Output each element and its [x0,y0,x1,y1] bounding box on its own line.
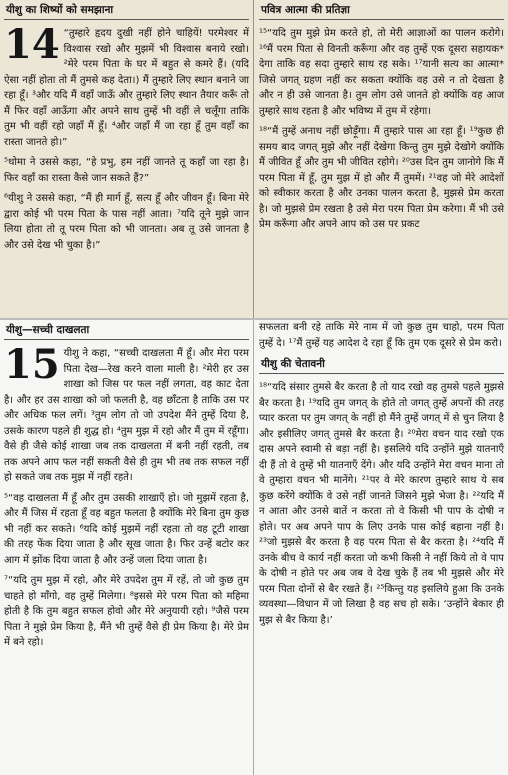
bottom-right-column [255,320,508,775]
paragraph: ¹⁸“मैं तुम्हें अनाथ नहीं छोड़ूँगा। मैं तुम्हारे पास आ रहा हूँ। ¹⁹कुछ ही समय बाद जगत् मुझे और नहीं देखेगा किन्तु तुम मुझे देखोगे क्योंकि मैं जीवित हूँ और तुम भी जीवित रहोगे। ²⁰उस दिन तुम जानोगे कि मैं परम पिता में हूँ, तुम मुझ में हो और मैं तुममें। ²¹वह जो मेरे आदेशों को स्वीकार करता है और उनका पालन करता है, मुझसे प्रेम करता है। जो मुझसे प्रेम रखता है उसे मेरा परम पिता प्रेम करेगा। मैं भी उसे प्रेम करूँगा और अपने आप को उस पर प्रकट [259,126,504,230]
paragraph: ¹⁵“यदि तुम मुझे प्रेम करते हो, तो मेरी आज्ञाओं का पालन करोगे। ¹⁶मैं परम पिता से विनती करूँगा और वह तुम्हें एक दूसरा सहायक* देगा ताकि वह सदा तुम्हारे साथ रह सके। ¹⁷यानी सत्य का आत्मा* जिसे जगत् ग्रहण नहीं कर सकता क्योंकि वह उसे न तो देखता है और न ही उसे जानता है। तुम लोग उसे जानते हो क्योंकि वह आज तुम्हारे साथ रहता है और भविष्य में तुम में रहेगा। [259,28,504,117]
paragraph: सफलता बनी रहे ताकि मेरे नाम में जो कुछ तुम चाहो, परम पिता तुम्हें दे। ¹⁷मैं तुम्हें यह आदेश दे रहा हूँ कि तुम एक दूसरे से प्रेम करो। [259,322,504,349]
section-heading-holy-spirit: पवित्र आत्मा की प्रतिज्ञा [259,2,504,20]
chapter-number: 15 [4,341,60,388]
top-left-column [0,0,254,318]
bottom-page-scan [0,320,508,775]
paragraph: यीशु ने कहा, “सच्ची दाखलता मैं हूँ। और मेरा परम पिता देख—रेख करने वाला माली है। ²मेरी हर उस शाखा को जिस पर फल नहीं लगता, वह काट देता है। और हर उस शाखा को जो फलती है, वह छाँटता है ताकि उस पर और अधिक फल लगें। ³तुम लोग तो जो उपदेश मैंने तुम्हें दिया है, उसके कारण पहले ही शुद्ध हो। ⁴तुम मुझ में रहो और मैं तुम में रहूँगा। वैसे ही जैसे कोई शाखा जब तक दाखलता में बनी नहीं रहती, तब तक अपने आप फल नहीं सकती वैसे ही तुम भी तब तक सफल नहीं हो सकते जब तक मुझ में नहीं रहते। [4,348,249,483]
paragraph: “तुम्हारे हृदय दुखी नहीं होने चाहियें! परमेश्वर में विश्वास रखो और मुझमें भी विश्वास बनाये रखो। ²मेरे परम पिता के घर में बहुत से कमरे हैं। (यदि ऐसा नहीं होता तो मैं तुमसे कह देता।) मैं तुम्हारे लिए स्थान बनाने जा रहा हूँ। ³और यदि मैं वहाँ जाऊँ और तुम्हारे लिए स्थान तैयार करूँ तो मैं फिर वहाँ आऊँगा और अपने साथ तुम्हें भी वहीं ले चलूँगा ताकि तुम भी वहीं रहो जहाँ मैं हूँ। ⁴और जहाँ मैं जा रहा हूँ तुम वहाँ का रास्ता जानते हो।” [4,28,249,148]
section-heading-comfort: यीशु का शिष्यों को समझाना [4,2,249,20]
paragraph: ⁶यीशु ने उससे कहा, “मैं ही मार्ग हूँ, सत्य हूँ और जीवन हूँ। बिना मेरे द्वारा कोई भी परम पिता के पास नहीं आता। ⁷यदि तूने मुझे जान लिया होता तो तू परम पिता को भी जानता। अब तू उसे जानता है और उसे देख भी चुका है।” [4,193,249,251]
chapter-number: 14 [4,21,60,68]
section-heading-true-vine: यीशु—सच्ची दाखलता [4,322,249,340]
verse-block [4,341,249,486]
paragraph: ⁵“वह दाखलता मैं हूँ और तुम उसकी शाखाएँ हो। जो मुझमें रहता है, और मैं जिस में रहता हूँ वह बहुत फलता है क्योंकि मेरे बिना तुम कुछ भी नहीं कर सकते। ⁶यदि कोई मुझमें नहीं रहता तो वह टूटी शाखा की तरह फेंक दिया जाता है और सूख जाता है। फिर उन्हें बटोर कर आग में झोंक दिया जाता है और उन्हें जला दिया जाता है। [4,492,249,566]
bottom-left-column [0,320,254,775]
section-heading-warning: यीशु की चेतावनी [259,356,504,374]
paragraph: ¹⁸“यदि संसार तुमसे बैर करता है तो याद रखो वह तुमसे पहले मुझसे बैर करता है। ¹⁹यदि तुम जगत् के होते तो जगत् तुम्हें अपनों की तरह प्यार करता पर तुम जगत् के नहीं हो मैंने तुम्हें जगत् में से चुन लिया है और इसीलिए जगत् तुमसे बैर करता है। ²⁰मेरा वचन याद रखो एक दास अपने स्वामी से बड़ा नहीं है। इसलिये यदि उन्होंने मुझे यातनाएँ दी हैं तो वे तुम्हें भी यातनाएँ देंगे। और यदि उन्होंने मेरा वचन माना तो वे तुम्हारा वचन भी मानेंगे। ²¹पर वे मेरे कारण तुम्हारे साथ ये सब कुछ करेंगे क्योंकि वे उसे नहीं जानते जिसने मुझे भेजा है। ²²यदि मैं न आता और उनसे बातें न करता तो वे किसी भी पाप के दोषी न होते। पर अब अपने पाप के लिए उनके पास कोई बहाना नहीं है। ²³जो मुझसे बैर करता है वह परम पिता से बैर करता है। ²⁴यदि मैं उनके बीच वे कार्य नहीं करता जो कभी किसी ने नहीं किये तो वे पाप के दोषी न होते पर अब जब वे देख चुके हैं तब भी मुझसे और मेरे परम पिता दोनों से बैर रखते हैं। ²⁵किन्तु यह इसलिये हुआ कि उनके व्यवस्था—विधान में जो लिखा है वह सच हो सके। ‘उन्होंने बेकार ही मुझ से बैर किया है।’ [259,382,504,626]
top-page-scan [0,0,508,318]
top-right-column [255,0,508,318]
verse-block [4,21,249,150]
paragraph: ⁷“यदि तुम मुझ में रहो, और मेरे उपदेश तुम में रहें, तो जो कुछ तुम चाहते हो माँगो, वह तुम्हें मिलेगा। ⁸इससे मेरे परम पिता को महिमा होती है कि तुम बहुत सफल होवो और मेरे अनुयायी रहो। ⁹जैसे परम पिता ने मुझे प्रेम किया है, मैंने भी तुम्हें वैसे ही प्रेम किया है। मेरे प्रेम में बने रहो। [4,575,249,648]
paragraph: ⁵थोमा ने उससे कहा, “हे प्रभु, हम नहीं जानते तू कहाँ जा रहा है। फिर वहाँ का रास्ता कैसे जान सकते हैं?” [4,157,249,184]
